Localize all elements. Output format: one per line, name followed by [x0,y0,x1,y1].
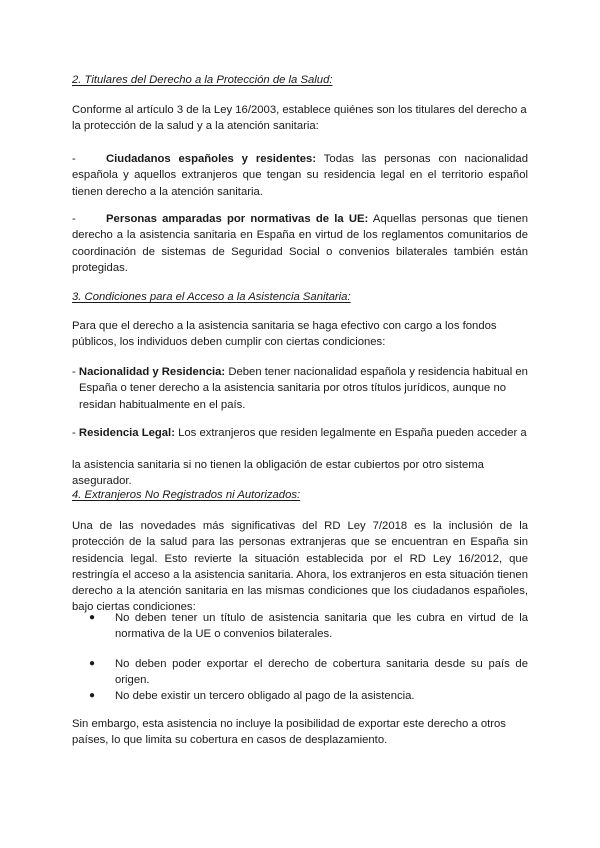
section-3-item-nationality [72,364,535,413]
item-term: Ciudadanos españoles y residentes: [106,153,317,165]
item-text: Todas las personas con nacionalidad española y aquellos extranjeros que tengan su residencia legal en el territorio español tienen derecho a la atención sanitaria. [72,153,528,198]
bullet-icon: ● [89,658,96,669]
item-term: Nacionalidad y Residencia: [78,366,226,378]
section-4-intro: Una de las novedades más significativas del RD Ley 7/2018 es la inclusión de la protección de la salud para las personas extranjeras que se encuentran en España sin residencia legal. Esto revierte la situación establecida por el RD Ley 16/2012, que restringía el acceso a la asistencia sanitaria. Ahora, los extranjeros en esta situación tienen derecho a la atención sanitaria en las mismas condiciones que los ciudadanos españoles, bajo ciertas condiciones: [72,520,528,614]
section-4-heading: 4. Extranjeros No Registrados ni Autorizados: [72,489,301,501]
item-dash: - [72,366,79,378]
item-dash: - [72,153,76,165]
section-3-heading: 3. Condiciones para el Acceso a la Asistencia Sanitaria: [72,291,351,303]
item-term: Residencia Legal: [78,427,175,439]
section-3-intro: Para que el derecho a la asistencia sanitaria se haga efectivo con cargo a los fondos públicos, los individuos deben cumplir con ciertas condiciones: [72,320,497,349]
bullet-icon: ● [89,612,96,623]
section-3-continuation: la asistencia sanitaria si no tienen la obligación de estar cubiertos por otro sistema asegurador. [72,459,484,488]
item-dash: - [72,427,79,439]
section-2-item-citizens [72,151,528,200]
section-2-intro: Conforme al artículo 3 de la Ley 16/2003, establece quiénes son los titulares del derecho a la protección de la salud y a la atención sanitaria: [72,104,527,133]
item-text: Aquellas personas que tienen derecho a la asistencia sanitaria en España en virtud de los reglamentos comunitarios de coordinación de sistemas de Seguridad Social o convenios bilaterales también están protegidas. [72,213,528,274]
section-4-closing: Sin embargo, esta asistencia no incluye la posibilidad de exportar este derecho a otros países, lo que limita su cobertura en casos de desplazamiento. [72,718,506,747]
section-2-heading: 2. Titulares del Derecho a la Protección de la Salud: [72,74,333,86]
bullet-text: No debe existir un tercero obligado al pago de la asistencia. [115,690,415,702]
item-text: Deben tener nacionalidad española y residencia habitual en España o tener derecho a la asistencia sanitaria por otros títulos jurídicos, aunque no residan habitualmente en el país. [79,366,528,411]
bullet-icon: ● [89,690,96,701]
item-text: Los extranjeros que residen legalmente en España pueden acceder a [174,427,527,439]
bullet-text: No deben poder exportar el derecho de cobertura sanitaria desde su país de origen. [115,658,528,687]
item-dash: - [72,213,76,225]
item-term: Personas amparadas por normativas de la UE: [106,213,369,225]
bullet-text: No deben tener un título de asistencia sanitaria que les cubra en virtud de la normativa de la UE o convenios bilaterales. [115,612,528,641]
section-2-item-eu [72,211,528,276]
section-3-item-legal-residence [72,425,528,441]
